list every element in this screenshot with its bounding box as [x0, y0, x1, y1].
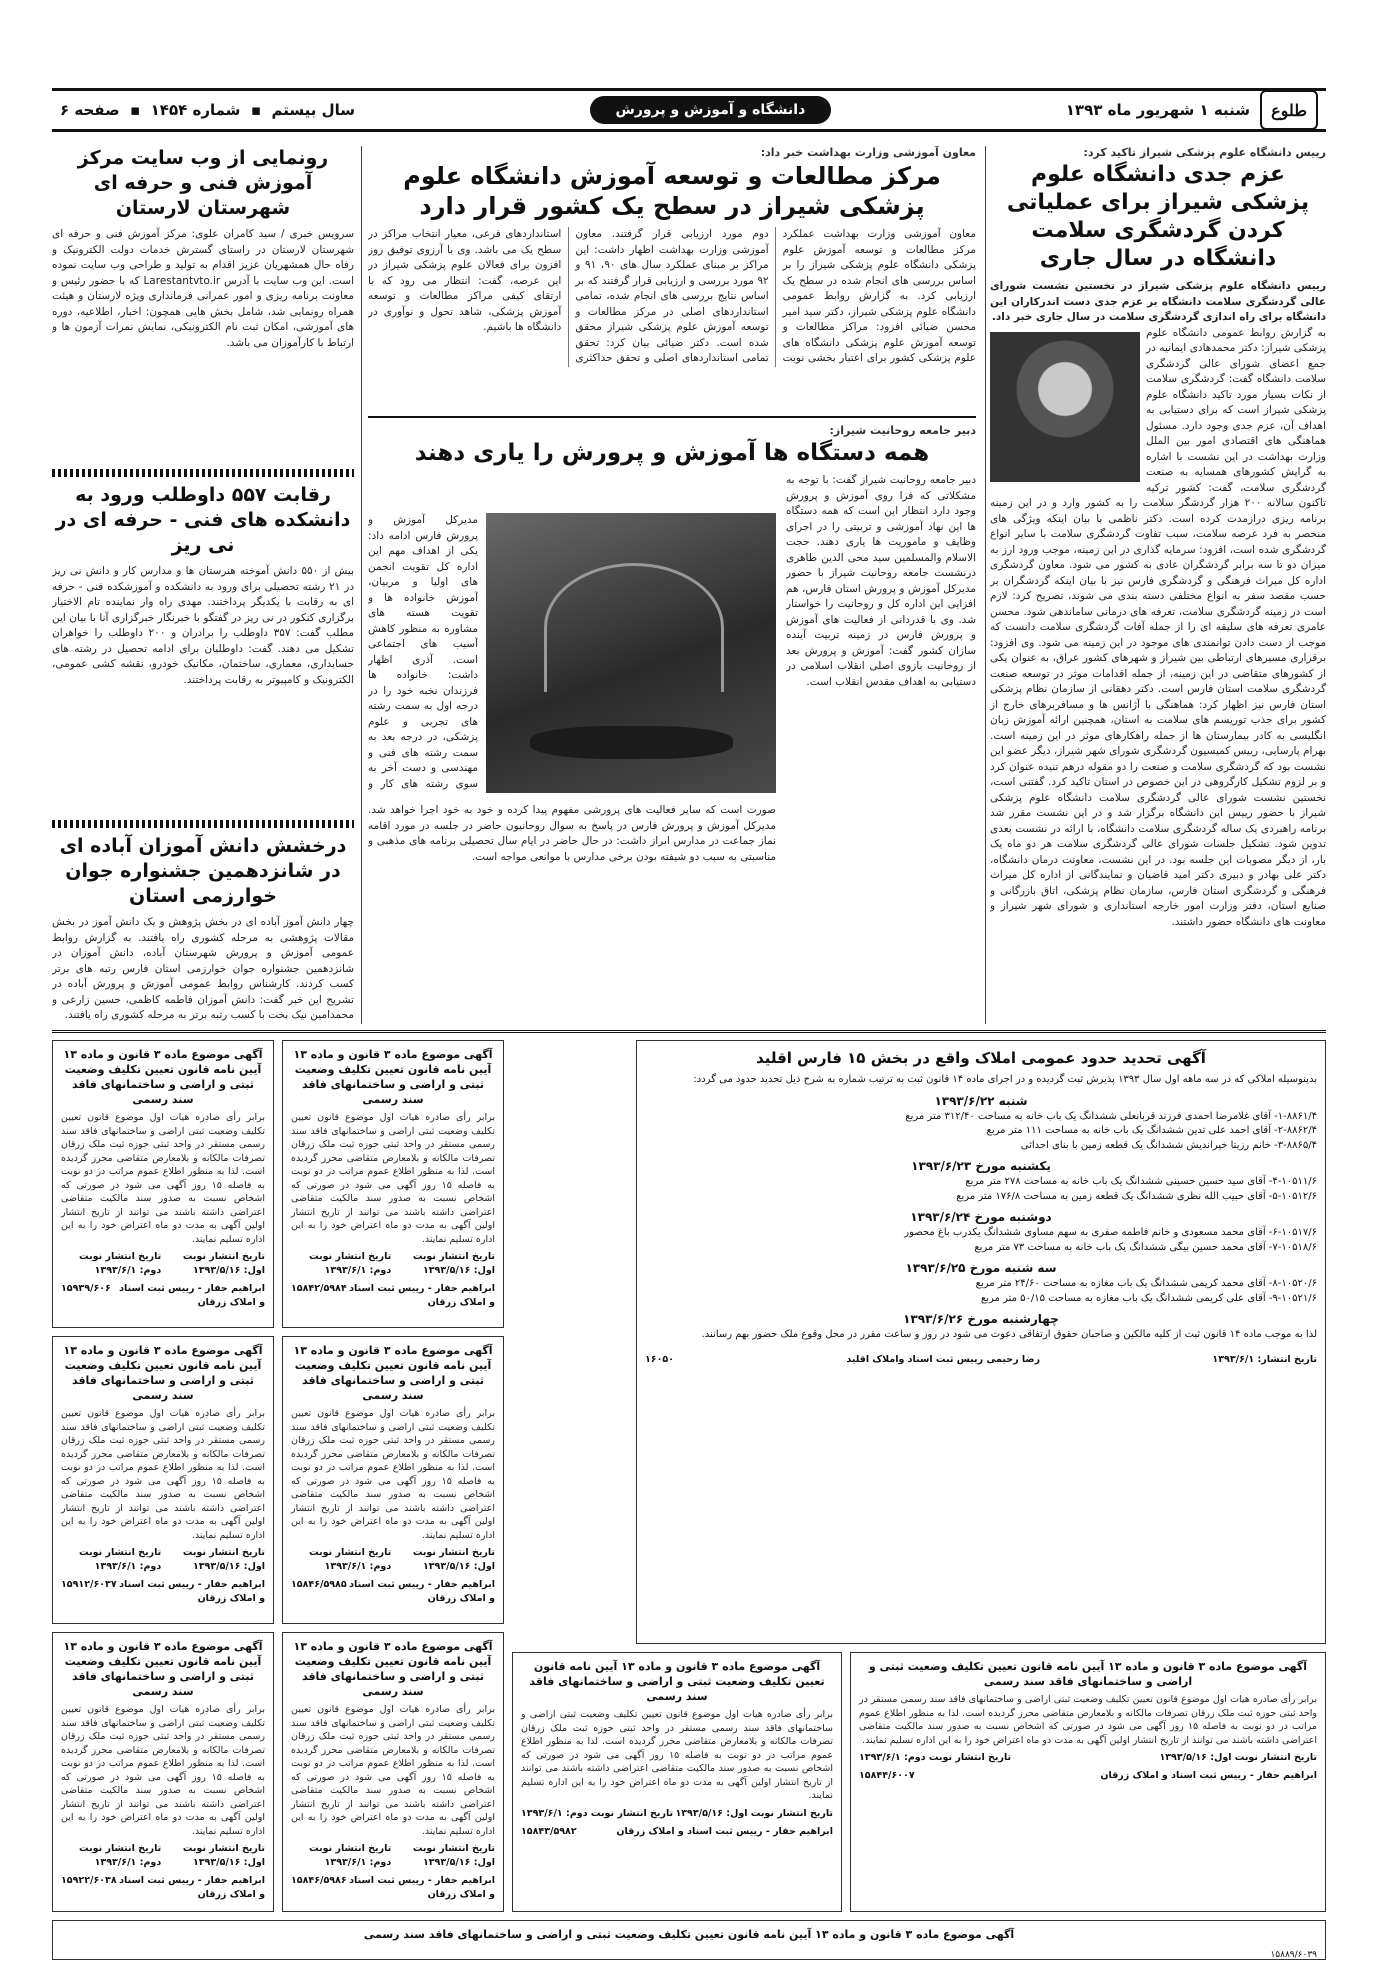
ad-body: برابر رأی صادره هیات اول موضوع قانون تعیین تکلیف وضعیت ثبتی اراضی و ساختمانهای فاقد سند رسمی مستقر در واحد ثبتی حوزه ثبت ملک زرقان تصرفات مالکانه و بلامعارض متقاضی محرز گردیده است. لذا به منظور اطلاع عموم مراتب در دو نوبت به فاصله ۱۵ روز آگهی می شود در صورتی که اشخاص نسبت به صدور سند مالکیت متقاضی اعتراضی داشته باشند می توانند از تاریخ انتشار اولین آگهی به مدت دو ماه اعتراض خود را به این اداره تسلیم نمایند. — [61, 1112, 265, 1245]
notice-entry: ۶-۱۰۵۱۷/۶- آقای محمد مسعودی و خانم فاطمه صفری به سهم مساوی ششدانگ یکدرب باغ محصور — [904, 1227, 1317, 1238]
ad-title: آگهی موضوع ماده ۳ قانون و ماده ۱۳ آیین نامه قانون تعیین تکلیف وضعیت ثبتی و اراضی و ساختمانهای فاقد سند رسمی — [363, 1928, 1015, 1941]
notice-entry: لذا به موجب ماده ۱۴ قانون ثبت از کلیه مالکین و صاحبان حقوق ارتفاقی دعوت می شود در روز و ساعت مقرر در محل وقوع ملک حضور بهم رسانند. — [701, 1329, 1317, 1340]
article-body: معاون آموزشی وزارت بهداشت عملکرد مرکز مطالعات و توسعه آموزش علوم پزشکی دانشگاه علوم پزشکی شیراز را بر اساس بررسی های انجام شده در سطح یک ارزیابی کرد. به گزارش روابط عمومی دانشگاه علوم پزشکی شیراز، دکتر سید امیر محسن ضیائی افزود: مراکز مطالعات و توسعه آموزش علوم پزشکی دانشگاه های علوم پزشکی کشور برای اعتبار بخشی نوبت دوم مورد ارزیابی قرار گرفتند. معاون آموزشی وزارت بهداشت اظهار داشت: این مراکز بر مبنای عملکرد سال های ۹۰، ۹۱ و ۹۲ مورد بررسی و ارزیابی قرار گرفتند که بر اساس نتایج بررسی های انجام شده، تمامی استانداردهای اصلی در مرکز مطالعات و توسعه آموزش علوم پزشکی شیراز محقق شده است. دکتر ضیائی بیان کرد: تحقق تمامی استانداردهای اصلی و تحقق حداکثری استانداردهای فرعی، معیار انتخاب مراکز در سطح یک می باشد. وی با آرزوی توفیق روز افزون برای فعالان علوم پزشکی شیراز در این عرصه، گفت: انتظار می رود که با ارتقای کیفی مراکز مطالعات و توسعه آموزش پزشکی، شاهد تحول و نوآوری در دانشگاه ها باشیم. — [368, 228, 976, 364]
separator — [52, 469, 354, 477]
ad-signature: ابراهیم حفار - رییس ثبت اسناد و املاک زرقان — [349, 1579, 495, 1604]
registry-notice-eqlid — [636, 1040, 1326, 1644]
notice-entry: ۳-۸۸۶۵/۴- خانم رزیتا خیراندیش ششدانگ یک قطعه زمین با بنای احداثی — [1020, 1139, 1317, 1151]
ad-code: ۱۵۸۴۳/۵۹۸۲ — [521, 1825, 577, 1837]
notice-day-heading: یکشنبه مورخ ۱۳۹۳/۶/۲۳ — [911, 1159, 1051, 1173]
article-lead: رییس دانشگاه علوم پزشکی شیراز در نخستین نشست شورای عالی گردشگری سلامت دانشگاه بر عزم جدی دست اندرکاران این دانشگاه برای راه اندازی گردشگری سلامت در سال جاری خبر داد. — [990, 280, 1326, 323]
ad-date-first: تاریخ انتشار نوبت اول: ۱۳۹۳/۵/۱۶ — [675, 1807, 833, 1819]
notice-publish-date: تاریخ انتشار: ۱۳۹۳/۶/۱ — [1212, 1353, 1317, 1365]
classified-ad — [52, 1920, 1326, 1960]
notice-days — [645, 1094, 1317, 1343]
masthead — [52, 88, 1326, 132]
issue-number: شماره ۱۴۵۴ — [150, 101, 241, 119]
ad-signature: ابراهیم حفار - رییس ثبت اسناد و املاک زرقان — [349, 1875, 495, 1900]
notice-entry: ۵-۱۰۵۱۲/۶- آقای حبیب الله نظری ششدانگ یک قطعه زمین به مساحت ۱۷۶/۸ متر مربع — [956, 1190, 1317, 1202]
ad-signature-row — [291, 1874, 495, 1902]
ad-title: آگهی موضوع ماده ۳ قانون و ماده ۱۳ آیین نامه قانون تعیین تکلیف وضعیت ثبتی و اراضی و ساختمانهای فاقد سند رسمی — [293, 1344, 493, 1402]
notice-entry: ۹-۱۰۵۲۱/۶- آقای علی کریمی ششدانگ یک باب مغازه به مساحت ۵۰/۱۵ متر مربع — [980, 1292, 1317, 1304]
notice-entry: ۸-۱۰۵۲۰/۶- آقای محمد کریمی ششدانگ یک باب مغازه به مساحت ۲۴/۶۰ متر مربع — [975, 1278, 1317, 1289]
ad-dates — [61, 1546, 265, 1574]
ad-title: آگهی موضوع ماده ۳ قانون و ماده ۱۳ آیین نامه قانون تعیین تکلیف وضعیت ثبتی و اراضی و ساختمانهای فاقد سند رسمی — [293, 1048, 493, 1106]
article-body-khwarizmi: چهار دانش آموز آباده ای در بخش پژوهش و یک دانش آموز در بخش مقالات پژوهشی به مرحله کشوری راه یافتند. به گزارش روابط عمومی آموزش و پرورش شهرستان آباده، دانش آموزان در شانزدهمین جشنواره جوان خوارزمی استان فارس رتبه های برتر کسب کردند. کارشناس روابط عمومی آموزش و پرورش آباده در تشریح این خبر گفت: دانش آموزان فاطمه کاظمی، حسین زارعی و محمدامین نیک بخت با کسب رتبه برتر به مرحله کشوری راه یافتند. — [52, 916, 354, 1021]
column-divider — [985, 146, 986, 1024]
ad-date-first: تاریخ انتشار نوبت اول: ۱۳۹۳/۵/۱۶ — [182, 1843, 265, 1868]
ad-dates — [291, 1546, 495, 1574]
article-headline-exam: رقابت ۵۵۷ داوطلب ورود به دانشکده های فنی - حرفه ای در نی ریز — [55, 484, 351, 556]
article-column-left — [52, 146, 354, 1024]
ad-date-first: تاریخ انتشار نوبت اول: ۱۳۹۳/۵/۱۶ — [412, 1251, 495, 1276]
ad-date-second: تاریخ انتشار نوبت دوم: ۱۳۹۳/۶/۱ — [309, 1251, 392, 1276]
notice-day-heading: سه شنبه مورخ ۱۳۹۳/۶/۲۵ — [905, 1261, 1057, 1275]
ad-signature-row — [859, 1769, 1317, 1783]
notice-entry: ۴-۱۰۵۱۱/۶- آقای سید حسین حسینی ششدانگ یک باب خانه به مساحت ۲۷۸ متر مربع — [965, 1176, 1317, 1187]
article-kicker: معاون آموزشی وزارت بهداشت خبر داد: — [760, 146, 976, 159]
ad-title: آگهی موضوع ماده ۳ قانون و ماده ۱۳ آیین نامه قانون تعیین تکلیف وضعیت ثبتی و اراضی و ساختمانهای فاقد سند رسمی — [63, 1344, 263, 1402]
ad-title: آگهی موضوع ماده ۳ قانون و ماده ۱۳ آیین نامه قانون تعیین تکلیف وضعیت ثبتی و اراضی و ساختمانهای فاقد سند رسمی — [868, 1660, 1308, 1688]
ad-title: آگهی موضوع ماده ۳ قانون و ماده ۱۳ آیین نامه قانون تعیین تکلیف وضعیت ثبتی و اراضی و ساختمانهای فاقد سند رسمی — [293, 1640, 493, 1698]
ad-date-first: تاریخ انتشار نوبت اول: ۱۳۹۳/۵/۱۶ — [412, 1547, 495, 1572]
ad-date-second: تاریخ انتشار نوبت دوم: ۱۳۹۳/۶/۱ — [521, 1807, 674, 1819]
classified-ad — [282, 1632, 504, 1912]
ad-code: ۱۵۸۸۹/۶۰۳۹ — [1270, 1950, 1317, 1960]
notice-day-heading: دوشنبه مورخ ۱۳۹۳/۶/۲۴ — [910, 1210, 1052, 1224]
article-headline: عزم جدی دانشگاه علوم پزشکی شیراز برای عملیاتی کردن گردشگری سلامت دانشگاه در سال جاری — [1006, 162, 1310, 271]
article-body-part-3: صورت است که سایر فعالیت های پرورشی مفهوم پیدا کرده و خود به خود اجرا خواهد شد. مدیرکل آموزش و پرورش فارس در پاسخ به سوال روحانیون حاضر در جلسه در مورد اقامه نماز جماعت در مدارس ابراز داشت: در حال حاضر در ایام سال تحصیلی برنامه های مذهبی و مناسبتی به سبب دو شیفته بودن برخی مدارس با موانعی مواجه است. — [368, 804, 776, 863]
ad-signature: ابراهیم حفار - رییس ثبت اسناد و املاک زرقان — [349, 1283, 495, 1308]
article-health-tourism — [990, 146, 1326, 1024]
ad-code: ۱۵۹۳۹/۶۰۶ — [61, 1283, 111, 1294]
ad-date-second: تاریخ انتشار نوبت دوم: ۱۳۹۳/۶/۱ — [309, 1547, 392, 1572]
ad-body: برابر رأی صادره هیات اول موضوع قانون تعیین تکلیف وضعیت ثبتی اراضی و ساختمانهای فاقد سند رسمی مستقر در واحد ثبتی حوزه ثبت ملک زرقان تصرفات مالکانه و بلامعارض متقاضی محرز گردیده است. لذا به منظور اطلاع عموم مراتب در دو نوبت به فاصله ۱۵ روز آگهی می شود در صورتی که اشخاص نسبت به صدور سند مالکیت متقاضی اعتراضی داشته باشند می توانند از تاریخ انتشار اولین آگهی به مدت دو ماه اعتراض خود را به این اداره تسلیم نمایند. — [521, 1709, 834, 1801]
section-title: دانشگاه و آموزش و پرورش — [590, 96, 832, 124]
article-clergy — [368, 416, 976, 1024]
notice-code: ۱۶۰۵۰ — [645, 1353, 674, 1365]
ad-signature-row — [291, 1578, 495, 1606]
classified-ad — [52, 1632, 274, 1912]
ad-body: برابر رأی صادره هیات اول موضوع قانون تعیین تکلیف وضعیت ثبتی اراضی و ساختمانهای فاقد سند رسمی مستقر در واحد ثبتی حوزه ثبت ملک زرقان تصرفات مالکانه و بلامعارض متقاضی محرز گردیده است. لذا به منظور اطلاع عموم مراتب در دو نوبت به فاصله ۱۵ روز آگهی می شود در صورتی که اشخاص نسبت به صدور سند مالکیت متقاضی اعتراضی داشته باشند می توانند از تاریخ انتشار اولین آگهی به مدت دو ماه اعتراض خود را به این اداره تسلیم نمایند. — [291, 1408, 495, 1541]
classified-ad — [52, 1336, 274, 1624]
ad-body: برابر رأی صادره هیات اول موضوع قانون تعیین تکلیف وضعیت ثبتی اراضی و ساختمانهای فاقد سند رسمی مستقر در واحد ثبتی حوزه ثبت ملک زرقان تصرفات مالکانه و بلامعارض متقاضی محرز گردیده است. لذا به منظور اطلاع عموم مراتب در دو نوبت به فاصله ۱۵ روز آگهی می شود در صورتی که اشخاص نسبت به صدور سند مالکیت متقاضی اعتراضی داشته باشند می توانند از تاریخ انتشار اولین آگهی به مدت دو ماه اعتراض خود را به این اداره تسلیم نمایند. — [61, 1704, 265, 1837]
ad-date-second: تاریخ انتشار نوبت دوم: ۱۳۹۳/۶/۱ — [79, 1251, 162, 1276]
notice-entry: ۷-۱۰۵۱۸/۶- آقای محمد حسین بیگی ششدانگ یک باب خانه به مساحت ۷۳ متر مربع — [974, 1241, 1317, 1253]
ad-body: برابر رأی صادره هیات اول موضوع قانون تعیین تکلیف وضعیت ثبتی اراضی و ساختمانهای فاقد سند رسمی مستقر در واحد ثبتی حوزه ثبت ملک زرقان تصرفات مالکانه و بلامعارض متقاضی محرز گردیده است. لذا به منظور اطلاع عموم مراتب در دو نوبت به فاصله ۱۵ روز آگهی می شود در صورتی که اشخاص نسبت به صدور سند مالکیت متقاضی اعتراضی داشته باشند می توانند از تاریخ انتشار اولین آگهی به مدت دو ماه اعتراض خود را به این اداره تسلیم نمایند. — [291, 1112, 495, 1245]
ad-dates — [291, 1842, 495, 1870]
notice-signature: رضا رحیمی رییس ثبت اسناد واملاک اقلید — [846, 1353, 1041, 1365]
article-headline: همه دستگاه ها آموزش و پرورش را یاری دهند — [414, 440, 930, 466]
notice-title: آگهی تحدید حدود عمومی املاک واقع در بخش ۱۵ فارس اقلید — [756, 1049, 1206, 1067]
ad-body: برابر رأی صادره هیات اول موضوع قانون تعیین تکلیف وضعیت ثبتی اراضی و ساختمانهای فاقد سند رسمی مستقر در واحد ثبتی حوزه ثبت ملک زرقان تصرفات مالکانه و بلامعارض متقاضی محرز گردیده است. لذا به منظور اطلاع عموم مراتب در دو نوبت به فاصله ۱۵ روز آگهی می شود در صورتی که اشخاص نسبت به صدور سند مالکیت متقاضی اعتراضی داشته باشند می توانند از تاریخ انتشار اولین آگهی به مدت دو ماه اعتراض خود را به این اداره تسلیم نمایند. — [61, 1408, 265, 1541]
ad-dates — [61, 1250, 265, 1278]
article-headline-khwarizmi: درخشش دانش آموزان آباده ای در شانزدهمین جشنواره جوان خوارزمی استان — [59, 835, 347, 907]
classified-ad — [282, 1336, 504, 1624]
column-divider — [361, 146, 362, 1024]
ad-signature: ابراهیم حفار - رییس ثبت اسناد و املاک زرقان — [119, 1579, 265, 1604]
ad-body: برابر رأی صادره هیات اول موضوع قانون تعیین تکلیف وضعیت ثبتی اراضی و ساختمانهای فاقد سند رسمی مستقر در واحد ثبتی حوزه ثبت ملک زرقان تصرفات مالکانه و بلامعارض متقاضی محرز گردیده است. لذا به منظور اطلاع عموم مراتب در دو نوبت به فاصله ۱۵ روز آگهی می شود در صورتی که اشخاص نسبت به صدور سند مالکیت متقاضی اعتراضی داشته باشند می توانند از تاریخ انتشار اولین آگهی به مدت دو ماه اعتراض خود را به این اداره تسلیم نمایند. — [859, 1694, 1317, 1746]
classified-ad — [850, 1652, 1326, 1912]
ad-code: ۱۵۹۲۲/۶۰۳۸ — [61, 1875, 117, 1886]
ad-date-second: تاریخ انتشار نوبت دوم: ۱۳۹۳/۶/۱ — [79, 1843, 162, 1868]
issue-meta: سال بیستم ▪ شماره ۱۴۵۴ ▪ صفحه ۶ — [60, 101, 356, 119]
newspaper-logo: طلوع — [1260, 90, 1318, 130]
article-headline-website: رونمایی از وب سایت مرکز آموزش فنی و حرفه ای شهرستان لارستان — [77, 147, 329, 219]
ad-code: ۱۵۸۴۴/۶۰۰۷ — [859, 1770, 915, 1781]
ad-signature: ابراهیم حفار - رییس ثبت اسناد و املاک زرقان — [119, 1875, 265, 1900]
article-education-center — [368, 146, 976, 410]
article-body-part-2: مدیرکل آموزش و پرورش فارس ادامه داد: یکی از اهداف مهم این اداره کل تقویت انجمن های اولیا و مربیان، آموزش خانواده ها و تقویت هسته های مشاوره به منظور کاهش آسیب های اجتماعی است. آذری اظهار داشت: خانواده ها فرزندان نخبه خود را در درجه اول به سمت رشته های تجربی و علوم پزشکی، در درجه بعد به سمت رشته های فنی و مهندسی و دست آخر به سوی رشته های کار و — [368, 514, 478, 790]
ad-dates — [521, 1807, 833, 1821]
notice-day-heading: شنبه ۱۳۹۳/۶/۲۲ — [934, 1093, 1028, 1108]
notice-footer — [645, 1353, 1317, 1367]
masthead-right — [1066, 90, 1318, 130]
ad-code: ۱۵۸۴۲/۵۹۸۴ — [291, 1283, 347, 1294]
photo-table-shape — [530, 726, 733, 760]
article-body-website: سرویس خبری / سید کامران علوی: مرکز آموزش فنی و حرفه ای شهرستان لارستان در راستای گسترش خدمات دولت الکترونیک و رفاه حال همشهریان عزیز اقدام به تولید و طراحی وب سایت نموده است. این وب سایت با آدرس Larestantvto.ir که با حضور رئیس و معاونت برنامه ریزی و امور عمرانی فرمانداری ویژه لارستان و هیئت همراه رونمایی شد، شامل بخش هایی همچون: اخبار، اطلاعیه، دوره های آموزشی، امکان ثبت نام الکترونیکی، نمایش نمرات آزمون ها و ارتباط با کارآموزان می باشد. — [52, 228, 354, 349]
issue-date: شنبه ۱ شهریور ماه ۱۳۹۳ — [1065, 101, 1250, 119]
ad-dates — [61, 1842, 265, 1870]
article-kicker: رییس دانشگاه علوم پزشکی شیراز تاکید کرد: — [1083, 146, 1326, 159]
ad-dates — [291, 1250, 495, 1278]
classified-ad — [52, 1040, 274, 1328]
notice-day-heading: چهارشنبه مورخ ۱۳۹۳/۶/۲۶ — [903, 1312, 1059, 1326]
classified-ad — [282, 1040, 504, 1328]
ad-signature: ابراهیم حفار - رییس ثبت اسناد و املاک زرقان — [119, 1283, 265, 1308]
ad-code: ۱۵۸۴۶/۵۹۸۵ — [291, 1579, 347, 1590]
ad-code: ۱۵۹۱۲/۶۰۳۷ — [61, 1579, 117, 1590]
ad-date-first: تاریخ انتشار نوبت اول: ۱۳۹۳/۵/۱۶ — [1159, 1752, 1317, 1763]
ad-date-first: تاریخ انتشار نوبت اول: ۱۳۹۳/۵/۱۶ — [412, 1843, 495, 1868]
article-headline: مرکز مطالعات و توسعه آموزش دانشگاه علوم پزشکی شیراز در سطح یک کشور قرار دارد — [403, 162, 941, 220]
photo-arch-shape — [544, 563, 724, 692]
article-kicker: دبیر جامعه روحانیت شیراز: — [829, 424, 976, 437]
ad-code: ۱۵۸۴۶/۵۹۸۶ — [291, 1875, 347, 1886]
ad-title: آگهی موضوع ماده ۳ قانون و ماده ۱۳ آیین نامه قانون تعیین تکلیف وضعیت ثبتی و اراضی و ساختمانهای فاقد سند رسمی — [63, 1640, 263, 1698]
ad-date-first: تاریخ انتشار نوبت اول: ۱۳۹۳/۵/۱۶ — [182, 1547, 265, 1572]
ad-signature-row — [61, 1874, 265, 1902]
ads-section-rule — [52, 1030, 1326, 1033]
ad-title: آگهی موضوع ماده ۳ قانون و ماده ۱۳ آیین نامه قانون تعیین تکلیف وضعیت ثبتی و اراضی و ساختمانهای فاقد سند رسمی — [63, 1048, 263, 1106]
ad-signature: ابراهیم حفار - رییس ثبت اسناد و املاک زرقان — [616, 1825, 833, 1837]
ad-date-first: تاریخ انتشار نوبت اول: ۱۳۹۳/۵/۱۶ — [182, 1251, 265, 1276]
ad-date-second: تاریخ انتشار نوبت دوم: ۱۳۹۳/۶/۱ — [79, 1547, 162, 1572]
classified-ad — [512, 1652, 842, 1912]
article-body-part-1: دبیر جامعه روحانیت شیراز گفت: با توجه به مشکلاتی که فرا روی آموزش و پرورش وجود دارد انتظار این است که همه دستگاه ها این نهاد آموزشی و تربیتی را در اجرای وظایف و ماموریت ها یاری دهند. حجت الاسلام والمسلمین سید محی الدین طاهری درنشست جامعه روحانیت شیراز با حضور مدیرکل آموزش و پرورش استان فارس، هم افزایی این اداره کل و روحانیت را خواستار شد. وی با قدردانی از فعالیت های آموزش و پرورش فارس در زمینه تربیت آینده سازان کشور گفت: آموزش و پرورش بعد از روحانیت بازوی اصلی انقلاب اسلامی در دستیابی به اهداف مقدس انقلاب است. — [786, 474, 976, 688]
ad-body: برابر رأی صادره هیات اول موضوع قانون تعیین تکلیف وضعیت ثبتی اراضی و ساختمانهای فاقد سند رسمی مستقر در واحد ثبتی حوزه ثبت ملک زرقان تصرفات مالکانه و بلامعارض متقاضی محرز گردیده است. لذا به منظور اطلاع عموم مراتب در دو نوبت به فاصله ۱۵ روز آگهی می شود در صورتی که اشخاص نسبت به صدور سند مالکیت متقاضی اعتراضی داشته باشند می توانند از تاریخ انتشار اولین آگهی به مدت دو ماه اعتراض خود را به این اداره تسلیم نمایند. — [291, 1704, 495, 1837]
ad-signature-row — [61, 1282, 265, 1310]
ad-signature: ابراهیم حفار - رییس ثبت اسناد و املاک زرقان — [1100, 1770, 1317, 1781]
ad-signature-row — [291, 1282, 495, 1310]
ad-date-second: تاریخ انتشار نوبت دوم: ۱۳۹۳/۶/۱ — [309, 1843, 392, 1868]
ad-title: آگهی موضوع ماده ۳ قانون و ماده ۱۳ آیین نامه قانون تعیین تکلیف وضعیت ثبتی و اراضی و ساختمانهای فاقد سند رسمی — [529, 1660, 825, 1703]
ad-signature-row — [61, 1578, 265, 1606]
notice-entry: ۲-۸۸۶۲/۴- آقای احمد علی تدین ششدانگ یک باب خانه به مساحت ۱۱۱ متر مربع — [986, 1125, 1317, 1136]
article-body: به گزارش روابط عمومی دانشگاه علوم پزشکی شیراز: دکتر محمدهادی ایمانیه در جمع اعضای شورای عالی گردشگری سلامت دانشگاه گفت: گردشگری سلامت از نکات بسیار مورد تاکید دانشگاه علوم پزشکی شیراز است که برای دستیابی به اهداف آن، عزم جدی وجود دارد. مسئول هماهنگی های اقتصادی امور بین الملل وزارت بهداشت در این نشست با اشاره به گرایش کشورهای همسایه به صنعت گردشگری سلامت، گفت: کشور ترکیه تاکنون سالانه ۲۰۰ هزار گردشگر سلامت را به کشور وارد و در این زمینه برنامه ریزی درازمدت کرده است. دکتر ناظمی با بیان اینکه ویژگی های منحصر به فرد عرصه سلامت، سبب تفاوت گردشگری سلامت با سایر انواع گردشگری شده است، افزود: سرمایه گذاری در این زمینه، موجب ورود ارز به میزان دو تا سه برابر گردشگران عادی به کشور می شود. معاون گردشگری اداره کل میراث فرهنگی و گردشگری فارس نیز با بیان اینکه گردشگران بر حسب مقصد سفر به انواع مختلفی دسته بندی می شوند، تصریح کرد: لازم است در زمینه گردشگری سلامت، تعرفه های درمانی ساماندهی شود. محسن عامری تعرفه های سلیقه ای را از جمله آفات گردشگری سلامت دانست که موجب از دست دادن توانمندی های موجود در این زمینه می شود. وی افزود: برقراری مسیرهای ارتباطی بین شیراز و شهرهای کشور عراق، به عنوان یکی از کشورهای متقاضی در این زمینه، از جمله اقدامات موثر در توسعه صنعت گردشگری سلامت استان فارس است. دکتر دهقانی از سازمان نظام پزشکی استان فارس نیز اظهار کرد: هماهنگی با آژانس ها و مسافربرهای خارج از کشور برای جذب توریسم های سلامت به استان، همچنین ارائه آموزش زبان انگلیسی به کادر بیمارستان ها از جمله راهکارهای موثر در این زمینه است. بهرام پارسایی، رییس کمیسیون گردشگری شورای شهر شیراز، دیگر عضو این نشست بود که گردشگری سلامت و صنعت را دو مقوله درهم تنیده عنوان کرد و بر لزوم تشکیل کارگروهی در این خصوص در استان تاکید کرد. گفتنی است، نخستین نشست شورای عالی گردشگری سلامت دانشگاه علوم پزشکی شیراز با حضور رییس این دانشگاه برگزار شد و در این نشست مقرر شد برنامه راهبردی یک ساله گردشگری سلامت دانشگاه، با ارائه در نشست بعدی تدوین شود. تشکیل جلسات شورای عالی گردشگری سلامت هر دو ماه یک بار، از دیگر مصوبات این جلسه بود. در این نشست، معاونت درمان دانشگاه، دکتر علی بهادر و دبیری دکتر امید قاضیان و نمایندگانی از اداره کل میراث فرهنگی و گردشگری استان فارس، سازمان نظام پزشکی، اتاق بازرگانی و صنایع استان، دفتر وزارت امور خارجه استانداری و شورای شهر شیراز و معاونت های دانشگاه حضور داشتند. — [990, 326, 1326, 928]
separator — [52, 820, 354, 828]
notice-entry: ۱-۸۸۶۱/۴- آقای غلامرضا احمدی فرزند قربانعلی ششدانگ یک باب خانه به مساحت ۳۱۲/۴۰ متر مربع — [905, 1110, 1317, 1122]
official-portrait-photo — [990, 332, 1140, 482]
issue-year: سال بیستم — [271, 101, 356, 119]
article-body-exam: بیش از ۵۵۰ دانش آموخته هنرستان ها و مدارس کار و دانش نی ریز در ۲۱ رشته تحصیلی برای ورود به دانشکده و آموزشکده فنی - حرفه ای به رقابت با یکدیگر پرداختند. مهدی راه وار نماینده تام الاختیار برگزاری کنکور در نی ریز در گفتگو با خبرنگار خبرگزاری آنا با بیان این مطلب گفت: ۳۵۷ داوطلب را برادران و ۲۰۰ داوطلب را خواهران تشکیل می دهند. گفت: داوطلبان برای ادامه تحصیل در رشته های حسابداری، معماری، ساختمان، مکانیک خودرو، نقشه کشی عمومی، الکترونیک و کامپیوتر به رقابت پرداختند. — [52, 565, 354, 686]
ad-signature-row — [521, 1825, 833, 1839]
notice-intro: بدینوسیله املاکی که در سه ماهه اول سال ۱۳۹۳ پذیرش ثبت گردیده و در اجرای ماده ۱۴ قانون ثبت به ترتیب شماره به شرح ذیل تحدید حدود می گردد: — [693, 1074, 1317, 1085]
ad-date-second: تاریخ انتشار نوبت دوم: ۱۳۹۳/۶/۱ — [859, 1752, 1012, 1763]
page-number: صفحه ۶ — [60, 101, 120, 119]
meeting-photo — [486, 513, 776, 793]
ad-dates — [859, 1751, 1317, 1765]
